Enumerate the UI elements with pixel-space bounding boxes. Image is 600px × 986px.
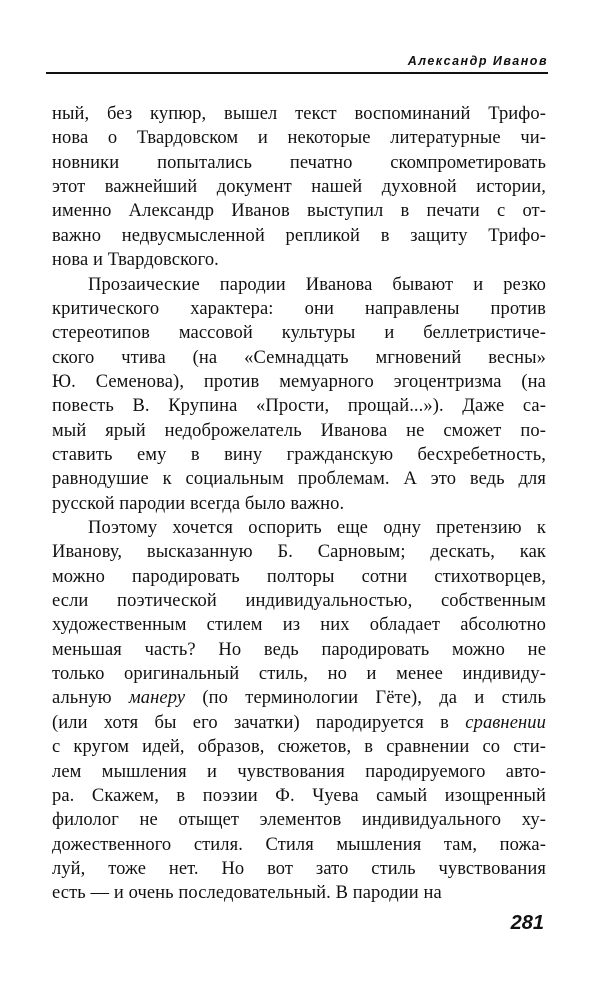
text-segment: художественным стилем из них обладает абсолютно <box>52 615 546 636</box>
text-line <box>88 516 546 540</box>
text-segment: с кругом идей, образов, сюжетов, в сравнении со сти- <box>52 737 546 758</box>
text-segment: нова о Твардовском и некоторые литературные чи- <box>52 128 546 149</box>
text-segment: ра. Скажем, в поэзии Ф. Чуева самый изощренный <box>52 785 546 806</box>
text-line <box>52 297 546 321</box>
text-line <box>52 419 546 443</box>
running-head: Александр Иванов <box>407 54 548 68</box>
text-line <box>52 321 546 345</box>
text-segment: нова и Твардовского. <box>52 250 219 271</box>
text-segment: повесть В. Крупина «Прости, прощай...»). Даже са- <box>52 396 546 417</box>
text-line <box>52 638 546 662</box>
text-line <box>52 151 546 175</box>
text-line <box>52 443 546 467</box>
text-line <box>52 370 546 394</box>
text-segment: можно пародировать полторы сотни стихотворцев, <box>52 566 546 587</box>
text-segment: этот важнейший документ нашей духовной истории, <box>52 177 546 198</box>
emphasis-text: манеру <box>128 688 186 709</box>
text-line <box>52 492 546 516</box>
text-segment: филолог не отыщет элементов индивидуального ху- <box>52 810 546 831</box>
text-line <box>52 881 546 905</box>
text-segment: (или хотя бы его зачатки) пародируется в <box>52 712 466 733</box>
header-rule <box>46 72 548 74</box>
text-segment: меньшая часть? Но ведь пародировать можно не <box>52 639 546 660</box>
text-segment: Поэтому хочется оспорить еще одну претензию к <box>88 518 546 538</box>
text-line <box>52 540 546 564</box>
text-segment: мый ярый недоброжелатель Иванова не сможет по- <box>52 420 546 441</box>
text-line <box>52 613 546 637</box>
text-segment: альную <box>52 688 129 709</box>
text-segment: ского чтива (на «Семнадцать мгновений весны» <box>52 347 546 368</box>
text-line <box>52 394 546 418</box>
text-segment: дожественного стиля. Стиля мышления там, пожа- <box>52 834 546 855</box>
text-line <box>52 248 546 272</box>
text-segment: стереотипов массовой культуры и беллетристиче- <box>52 323 546 344</box>
text-line <box>52 589 546 613</box>
text-line <box>52 735 546 759</box>
text-segment: ставить ему в вину гражданскую бесхребетность, <box>52 444 546 465</box>
text-line <box>52 565 546 589</box>
text-line <box>52 711 546 735</box>
text-segment: Ю. Семенова), против мемуарного эгоцентризма (на <box>52 371 546 392</box>
text-segment: критического характера: они направлены против <box>52 298 546 319</box>
text-segment: именно Александр Иванов выступил в печати с от- <box>52 201 546 222</box>
text-segment: новники попытались печатно скомпрометировать <box>52 152 546 173</box>
text-segment: равнодушие к социальным проблемам. А это ведь для <box>52 469 546 490</box>
text-segment: ный, без купюр, вышел текст воспоминаний Трифо- <box>52 104 546 124</box>
text-line <box>88 273 546 297</box>
text-segment: есть — и очень последовательный. В пародии на <box>52 883 442 904</box>
text-line <box>52 102 546 126</box>
text-segment: (по терминологии Гёте), да и стиль <box>185 688 546 709</box>
text-line <box>52 126 546 150</box>
text-line <box>52 346 546 370</box>
text-segment: луй, тоже нет. Но вот зато стиль чувствования <box>52 858 546 879</box>
text-segment: Иванову, высказанную Б. Сарновым; дескать, как <box>52 542 546 563</box>
text-segment: русской пародии всегда было важно. <box>52 493 345 514</box>
text-line <box>52 175 546 199</box>
emphasis-text: сравнении <box>465 712 546 733</box>
text-segment: только оригинальный стиль, но и менее индивиду- <box>52 664 546 685</box>
text-line <box>52 808 546 832</box>
text-segment: Прозаические пародии Иванова бывают и резко <box>88 274 546 295</box>
text-segment: лем мышления и чувствования пародируемого авто- <box>52 761 546 782</box>
text-line <box>52 760 546 784</box>
text-line <box>52 199 546 223</box>
text-line <box>52 857 546 881</box>
text-segment: важно недвусмысленной репликой в защиту Трифо- <box>52 225 546 246</box>
text-line <box>52 686 546 710</box>
text-segment: если поэтической индивидуальностью, собственным <box>52 591 546 611</box>
text-line <box>52 662 546 686</box>
text-line <box>52 224 546 248</box>
page-number: 281 <box>510 912 544 934</box>
text-line <box>52 467 546 491</box>
text-line <box>52 784 546 808</box>
text-line <box>52 833 546 857</box>
